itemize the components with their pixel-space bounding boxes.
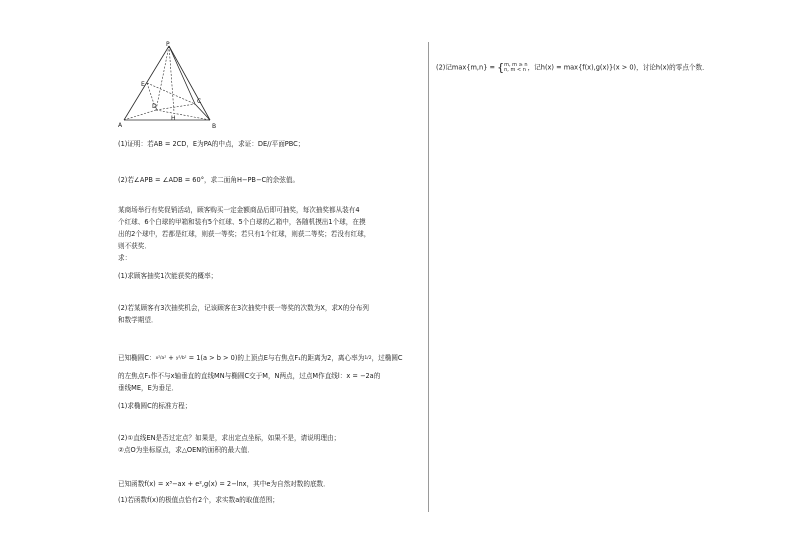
- ellipse-eccentricity: 1/2: [364, 355, 372, 361]
- label-b: B: [212, 123, 217, 130]
- ellipse-line-1-post: = 1(a > b > 0)的上顶点E与右焦点F₁的距离为2，离心率为: [186, 354, 365, 362]
- function-part2-pre: (2)记max{m,n} =: [436, 63, 498, 72]
- lottery-part2-line1: (2)若某顾客有3次抽奖机会，记该顾客在3次抽奖中获一等奖的次数为X，求X的分布列: [118, 304, 369, 312]
- edge-pa: [124, 46, 169, 120]
- function-part2: [436, 62, 709, 73]
- function-line-1: 已知函数f(x) = x³−ax + e²,g(x) = 2−lnx，其中e为自然对数的底数．: [118, 480, 330, 488]
- label-e: E: [141, 81, 145, 88]
- ellipse-line-3: 垂线ME，E为垂足．: [118, 384, 179, 392]
- lottery-line-2: 个红球、6个白球的甲箱和装有5个红球、5个白球的乙箱中，各随机摸出1个球，在摸: [118, 218, 366, 226]
- function-part1: (1)若函数f(x)的极值点恰有2个，求实数a的取值范围；: [118, 496, 279, 504]
- ellipse-line-1: [118, 354, 403, 363]
- pyramid-figure: [118, 40, 224, 132]
- label-h: H: [171, 115, 176, 122]
- ellipse-line-1-end: ，过椭圆C: [371, 354, 403, 362]
- ellipse-line-1-pre: 已知椭圆C：: [118, 354, 156, 362]
- label-a: A: [118, 122, 123, 129]
- edge-ec: [147, 83, 195, 104]
- ellipse-line-2: 的左焦点F₁作不与x轴垂直的直线MN与椭圆C交于M，N两点，过点M作直线l：x = −2a的: [118, 372, 381, 380]
- ellipse-frac-x: x²/a²: [155, 355, 167, 361]
- column-divider: [428, 42, 429, 512]
- label-p: P: [166, 41, 170, 48]
- ellipse-part2-line1: (2)①直线EN是否过定点？如果是，求出定点坐标，如果不是，请说明理由；: [118, 434, 341, 442]
- lottery-line-4: 则不获奖．: [118, 242, 151, 250]
- lottery-line-1: 某商场举行有奖促销活动，顾客购买一定金额商品后即可抽奖，每次抽奖都从装有4: [118, 206, 360, 214]
- edge-dc: [156, 104, 195, 110]
- piecewise-case-2: n, m < n: [504, 66, 526, 73]
- ellipse-plus: +: [166, 354, 176, 362]
- piecewise-cases: [504, 63, 527, 73]
- ellipse-frac-y: y²/b²: [175, 355, 187, 361]
- edge-pb: [169, 46, 210, 120]
- ellipse-part1: (1)求椭圆C的标准方程；: [118, 402, 192, 410]
- ellipse-part2-line2: ②点O为坐标原点，求△OEN的面积的最大值．: [118, 446, 254, 454]
- lottery-part1: (1)求顾客抽奖1次能获奖的概率；: [118, 272, 218, 280]
- function-part2-post: ，记h(x) = max{f(x),g(x)}(x > 0)，讨论h(x)的零点个数．: [527, 63, 709, 72]
- lottery-part2-line2: 和数学期望．: [118, 316, 158, 324]
- lottery-line-3: 出的2个球中，若都是红球，则获一等奖；若只有1个红球，则获二等奖；若没有红球，: [118, 230, 371, 238]
- geometry-part2: (2)若∠APB = ∠ADB = 60°，求二面角H−PB−C的余弦值。: [118, 176, 300, 184]
- piecewise-case-1: m, m ≥ n: [504, 61, 528, 68]
- edge-pd: [156, 46, 169, 110]
- label-c: C: [197, 98, 202, 105]
- piecewise-brace: {: [497, 61, 505, 74]
- label-d: D: [152, 103, 157, 110]
- geometry-part1: (1)证明：若AB = 2CD，E为PA的中点，求证：DE//平面PBC；: [118, 140, 305, 148]
- lottery-line-5: 求：: [118, 254, 132, 262]
